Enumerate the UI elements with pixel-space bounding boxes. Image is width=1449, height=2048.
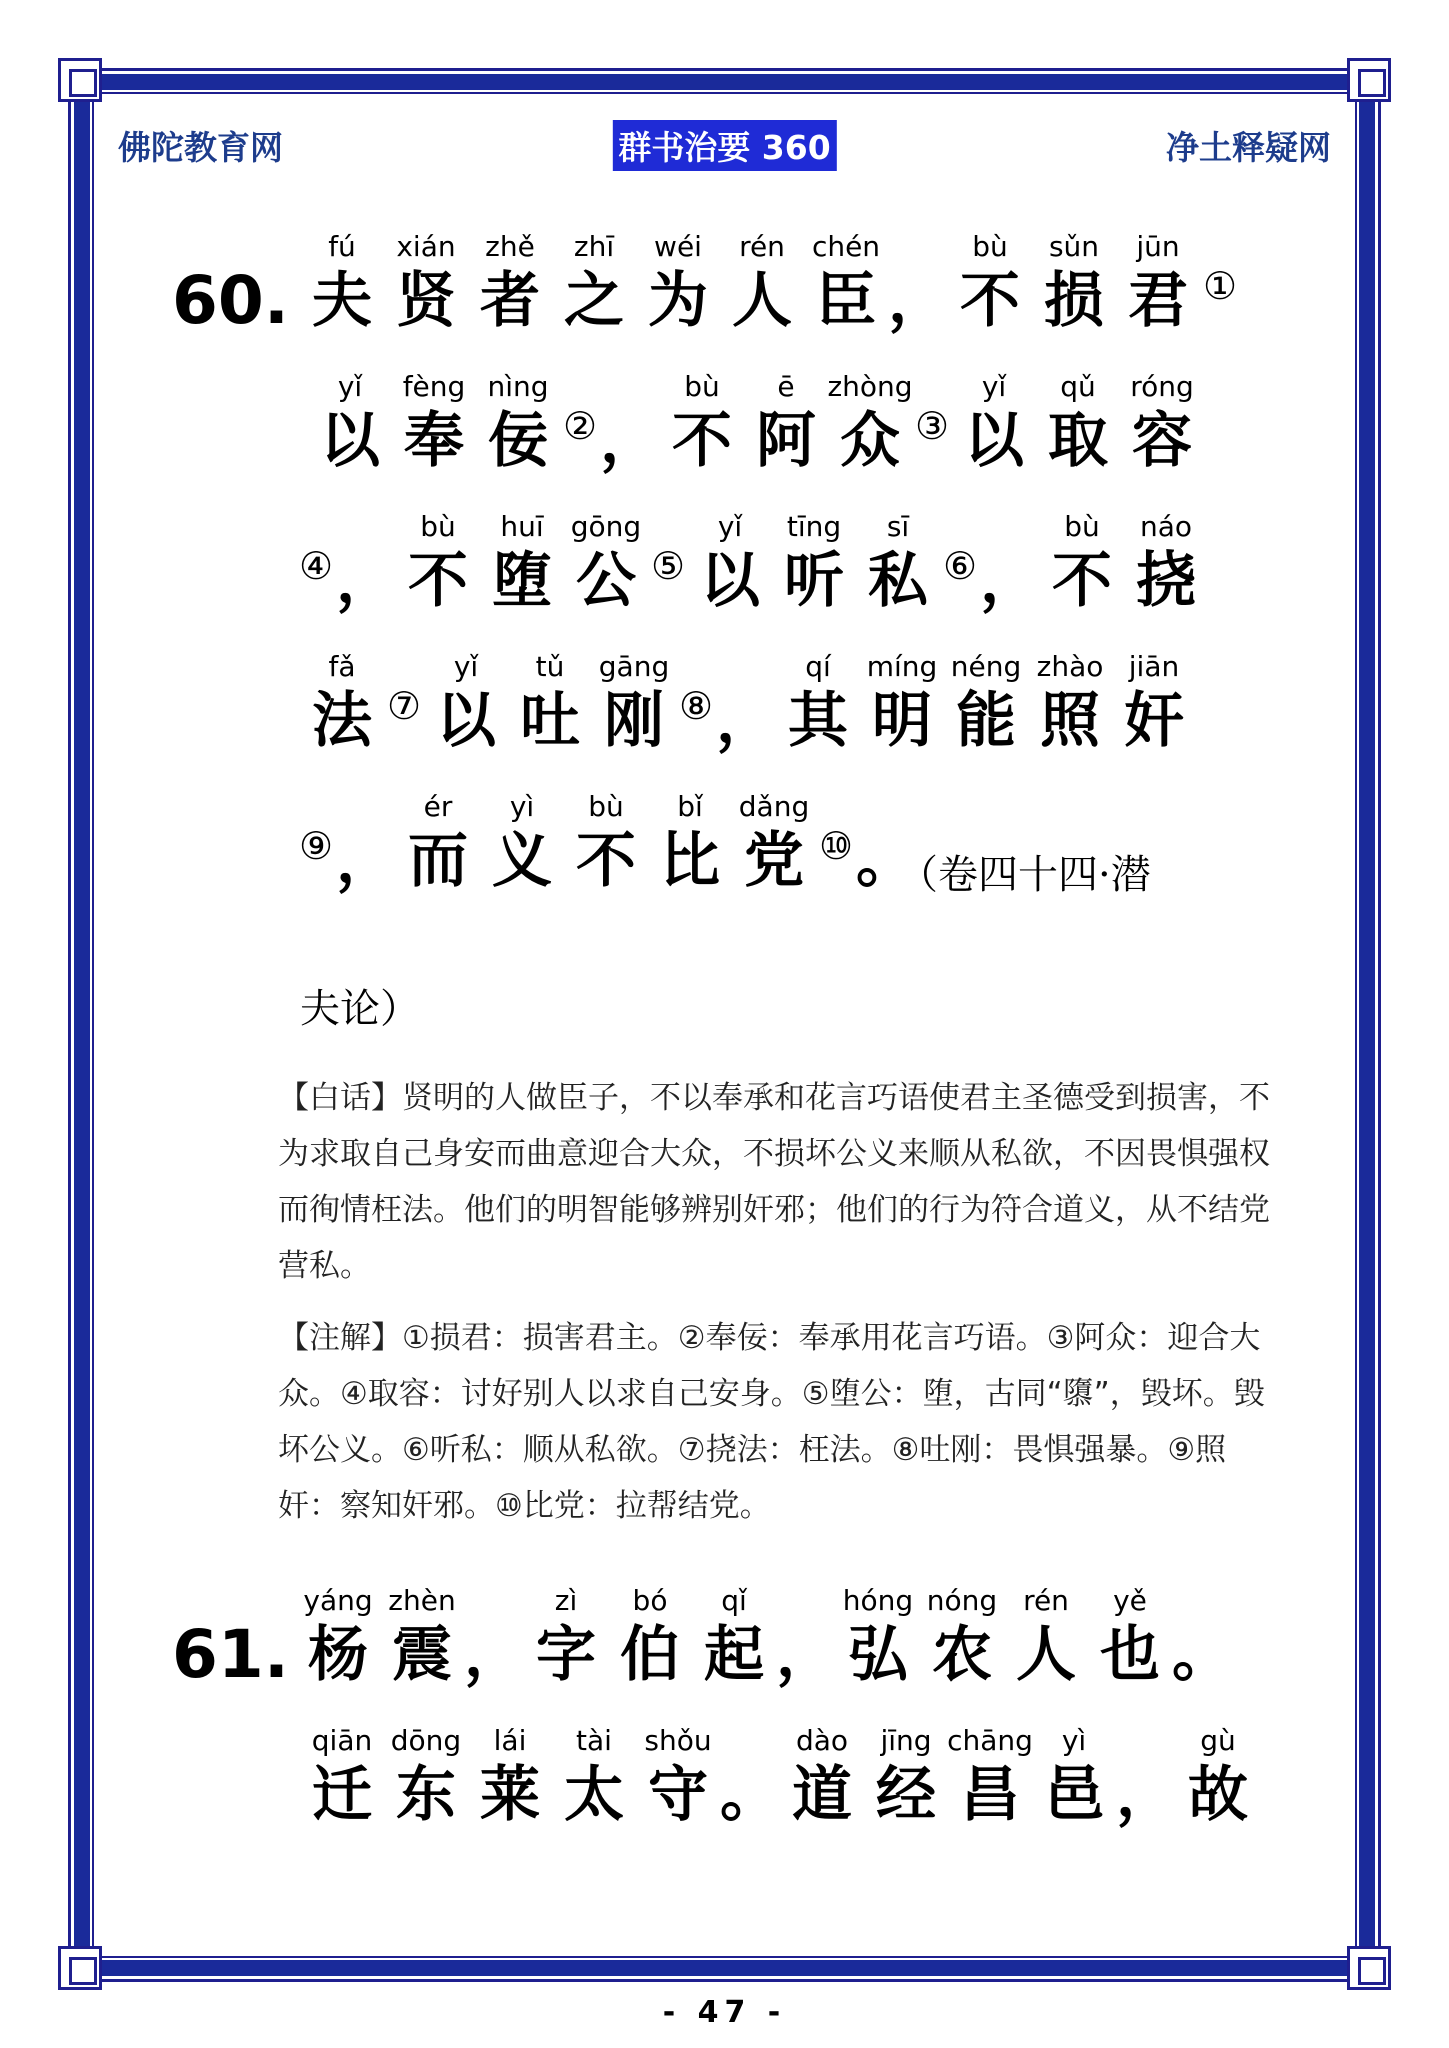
hanzi: 不	[408, 546, 468, 616]
pinyin: ē	[777, 370, 795, 403]
hanzi: 昌	[960, 1760, 1020, 1830]
pinyin: zhèn	[388, 1584, 456, 1617]
ruby-character	[1124, 508, 1208, 616]
pinyin: yǐ	[981, 370, 1007, 403]
pinyin: zhī	[573, 230, 615, 263]
ruby-character	[804, 228, 888, 336]
hanzi: 人	[732, 266, 792, 336]
ruby-character	[480, 788, 564, 896]
pinyin: zì	[554, 1584, 578, 1617]
pinyin: chén	[811, 230, 881, 263]
verse-line	[296, 508, 1208, 616]
ruby-character	[1032, 1722, 1116, 1830]
pinyin: jīng	[880, 1724, 932, 1757]
verse-line	[296, 1582, 1232, 1690]
hanzi: 君	[1128, 266, 1188, 336]
pinyin: sǔn	[1048, 230, 1100, 263]
pinyin: bù	[1064, 510, 1100, 543]
pinyin: dào	[795, 1724, 849, 1757]
ruby-character	[948, 1722, 1032, 1830]
hanzi: 太	[564, 1760, 624, 1830]
footnote-marker: ③	[914, 404, 950, 448]
hanzi: 容	[1132, 406, 1192, 476]
hanzi: 党	[744, 826, 804, 896]
ruby-character	[744, 368, 828, 476]
hanzi: 杨	[308, 1620, 368, 1690]
ruby-character	[564, 788, 648, 896]
corner-ornament	[1347, 58, 1391, 102]
ruby-character	[692, 1582, 776, 1690]
ruby-character	[648, 788, 732, 896]
hanzi: 阿	[756, 406, 816, 476]
header-book-title: 群书治要 360	[612, 120, 836, 171]
pinyin: bù	[684, 370, 720, 403]
footnote-marker: ⑤	[650, 544, 686, 588]
pinyin: nóng	[926, 1584, 998, 1617]
section-number-60: 60.	[172, 262, 289, 339]
ruby-character	[468, 228, 552, 336]
header-site-left: 佛陀教育网	[118, 128, 283, 167]
hanzi: 震	[392, 1620, 452, 1690]
pinyin: jiān	[1128, 650, 1180, 683]
hanzi: 者	[480, 266, 540, 336]
ruby-character	[856, 508, 940, 616]
footnote-marker: ①	[1202, 264, 1238, 308]
ruby-character	[508, 648, 592, 756]
pinyin: hóng	[842, 1584, 914, 1617]
pinyin: dǎng	[738, 790, 810, 823]
ruby-character	[1120, 368, 1204, 476]
pinyin: wéi	[654, 230, 702, 263]
footnote-marker: ⑦	[386, 684, 422, 728]
corner-ornament	[58, 58, 102, 102]
pinyin: shǒu	[644, 1724, 712, 1757]
pinyin: yǐ	[453, 650, 479, 683]
ruby-character	[864, 1722, 948, 1830]
punctuation: 。	[856, 826, 916, 896]
ruby-character	[828, 368, 912, 476]
corner-ornament	[1347, 1946, 1391, 1990]
ruby-character	[476, 368, 560, 476]
hanzi: 道	[792, 1760, 852, 1830]
ruby-character	[396, 788, 480, 896]
baihua-paragraph: 【白话】贤明的人做臣子，不以奉承和花言巧语使君主圣德受到损害，不为求取自己身安而曲意迎合大众，不损坏公义来顺从私欲，不因畏惧强权而徇情枉法。他们的明智能够辨别奸邪；他们的行为符合道义，从不结党营私。	[278, 1080, 1270, 1284]
footnote-marker: ⑩	[818, 824, 854, 868]
page-number: - 47 -	[662, 1995, 787, 2030]
pinyin: fǎ	[328, 650, 356, 683]
verse-line	[296, 788, 916, 896]
hanzi: 贤	[396, 266, 456, 336]
hanzi: 法	[312, 686, 372, 756]
hanzi: 以	[964, 406, 1024, 476]
hanzi: 不	[672, 406, 732, 476]
hanzi: 邑	[1044, 1760, 1104, 1830]
pinyin: gù	[1200, 1724, 1236, 1757]
pinyin: rén	[739, 230, 785, 263]
hanzi: 伯	[620, 1620, 680, 1690]
hanzi: 为	[648, 266, 708, 336]
pinyin: huī	[500, 510, 544, 543]
punctuation: ，	[336, 826, 396, 896]
zhujie-paragraph: 【注解】①损君：损害君主。②奉佞：奉承用花言巧语。③阿众：迎合大众。④取容：讨好别人以求自己安身。⑤堕公：堕，古同“隳”，毁坏。毁坏公义。⑥听私：顺从私欲。⑦挠法：枉法。⑧吐刚：畏惧强暴。⑨照奸：察知奸邪。⑩比党：拉帮结党。	[278, 1320, 1265, 1524]
hanzi: 奉	[404, 406, 464, 476]
ruby-character	[396, 508, 480, 616]
punctuation: 。	[720, 1760, 780, 1830]
pinyin: qǔ	[1060, 370, 1096, 403]
punctuation: ，	[980, 546, 1040, 616]
pinyin: yì	[1061, 1724, 1087, 1757]
hanzi: 也	[1100, 1620, 1160, 1690]
pinyin: yǐ	[717, 510, 743, 543]
hanzi: 公	[576, 546, 636, 616]
hanzi: 夫	[312, 266, 372, 336]
pinyin: yě	[1113, 1584, 1147, 1617]
pinyin: bù	[972, 230, 1008, 263]
verse-line	[300, 1722, 1260, 1830]
hanzi: 不	[960, 266, 1020, 336]
pinyin: gōng	[570, 510, 642, 543]
ruby-character	[636, 1722, 720, 1830]
pinyin: xián	[396, 230, 456, 263]
punctuation: ，	[888, 266, 948, 336]
ruby-character	[1116, 228, 1200, 336]
ruby-character	[720, 228, 804, 336]
ruby-character	[776, 648, 860, 756]
punctuation: ，	[600, 406, 660, 476]
source-citation-cont: 夫论）	[300, 986, 420, 1032]
pinyin: bǐ	[677, 790, 703, 823]
hanzi: 莱	[480, 1760, 540, 1830]
ruby-character	[524, 1582, 608, 1690]
ruby-character	[380, 1582, 464, 1690]
ruby-character	[860, 648, 944, 756]
hanzi: 经	[876, 1760, 936, 1830]
hanzi: 佞	[488, 406, 548, 476]
ruby-character	[1040, 508, 1124, 616]
pinyin: qí	[805, 650, 831, 683]
pinyin: náo	[1139, 510, 1193, 543]
hanzi: 刚	[604, 686, 664, 756]
corner-ornament	[58, 1946, 102, 1990]
hanzi: 吐	[520, 686, 580, 756]
ruby-character	[780, 1722, 864, 1830]
ruby-character	[1028, 648, 1112, 756]
hanzi: 其	[788, 686, 848, 756]
hanzi: 奸	[1124, 686, 1184, 756]
ruby-character	[1036, 368, 1120, 476]
pinyin: yǐ	[337, 370, 363, 403]
punctuation: ，	[716, 686, 776, 756]
ruby-character	[300, 1722, 384, 1830]
footnote-marker: ④	[298, 544, 334, 588]
hanzi: 人	[1016, 1620, 1076, 1690]
pinyin: yì	[509, 790, 535, 823]
hanzi: 臣	[816, 266, 876, 336]
ruby-character	[1032, 228, 1116, 336]
hanzi: 挠	[1136, 546, 1196, 616]
pinyin: yáng	[303, 1584, 373, 1617]
pinyin: nìng	[487, 370, 549, 403]
ruby-character	[468, 1722, 552, 1830]
ruby-character	[424, 648, 508, 756]
punctuation: ，	[1116, 1760, 1176, 1830]
hanzi: 私	[868, 546, 928, 616]
pinyin: qǐ	[721, 1584, 747, 1617]
hanzi: 比	[660, 826, 720, 896]
hanzi: 以	[436, 686, 496, 756]
pinyin: sī	[886, 510, 910, 543]
ruby-character	[1088, 1582, 1172, 1690]
ruby-character	[688, 508, 772, 616]
hanzi: 照	[1040, 686, 1100, 756]
ruby-character	[636, 228, 720, 336]
hanzi: 之	[564, 266, 624, 336]
hanzi: 守	[648, 1760, 708, 1830]
ruby-character	[552, 1722, 636, 1830]
ruby-character	[836, 1582, 920, 1690]
pinyin: qiān	[311, 1724, 373, 1757]
ruby-character	[308, 368, 392, 476]
hanzi: 能	[956, 686, 1016, 756]
hanzi: 义	[492, 826, 552, 896]
pinyin: tīng	[786, 510, 842, 543]
source-citation: （卷四十四·潜	[898, 852, 1151, 898]
ruby-character	[552, 228, 636, 336]
ruby-character	[384, 1722, 468, 1830]
pinyin: bù	[588, 790, 624, 823]
hanzi: 而	[408, 826, 468, 896]
pinyin: bó	[632, 1584, 668, 1617]
verse-line	[308, 368, 1204, 476]
pinyin: néng	[950, 650, 1022, 683]
hanzi: 不	[576, 826, 636, 896]
ruby-character	[592, 648, 676, 756]
hanzi: 众	[840, 406, 900, 476]
verse-line	[300, 228, 1240, 336]
hanzi: 弘	[848, 1620, 908, 1690]
punctuation: 。	[1172, 1620, 1232, 1690]
pinyin: míng	[866, 650, 938, 683]
pinyin: jūn	[1136, 230, 1180, 263]
pinyin: fú	[328, 230, 356, 263]
pinyin: lái	[493, 1724, 527, 1757]
header-site-right: 净土释疑网	[1166, 128, 1331, 167]
ruby-character	[384, 228, 468, 336]
hanzi: 字	[536, 1620, 596, 1690]
ruby-character	[920, 1582, 1004, 1690]
ruby-character	[296, 1582, 380, 1690]
ruby-character	[944, 648, 1028, 756]
pinyin: gāng	[598, 650, 670, 683]
ruby-character	[952, 368, 1036, 476]
hanzi: 不	[1052, 546, 1112, 616]
ruby-character	[392, 368, 476, 476]
pinyin: ér	[423, 790, 453, 823]
hanzi: 明	[872, 686, 932, 756]
punctuation: ，	[776, 1620, 836, 1690]
ruby-character	[300, 648, 384, 756]
ruby-character	[300, 228, 384, 336]
pinyin: róng	[1130, 370, 1194, 403]
hanzi: 堕	[492, 546, 552, 616]
hanzi: 迁	[312, 1760, 372, 1830]
ruby-character	[608, 1582, 692, 1690]
ruby-character	[732, 788, 816, 896]
pinyin: zhòng	[827, 370, 913, 403]
ruby-character	[564, 508, 648, 616]
section-number-61: 61.	[172, 1616, 289, 1693]
hanzi: 以	[320, 406, 380, 476]
ruby-character	[480, 508, 564, 616]
hanzi: 东	[396, 1760, 456, 1830]
ruby-character	[1176, 1722, 1260, 1830]
ruby-character	[772, 508, 856, 616]
footnote-marker: ⑧	[678, 684, 714, 728]
hanzi: 听	[784, 546, 844, 616]
footnote-marker: ⑨	[298, 824, 334, 868]
ruby-character	[660, 368, 744, 476]
pinyin: fèng	[402, 370, 466, 403]
pinyin: zhě	[485, 230, 535, 263]
hanzi: 起	[704, 1620, 764, 1690]
hanzi: 取	[1048, 406, 1108, 476]
ruby-character	[948, 228, 1032, 336]
hanzi: 损	[1044, 266, 1104, 336]
punctuation: ，	[464, 1620, 524, 1690]
pinyin: bù	[420, 510, 456, 543]
pinyin: tǔ	[535, 650, 565, 683]
footnote-marker: ⑥	[942, 544, 978, 588]
hanzi: 以	[700, 546, 760, 616]
pinyin: chāng	[947, 1724, 1033, 1757]
pinyin: tài	[576, 1724, 612, 1757]
hanzi: 农	[932, 1620, 992, 1690]
verse-line	[300, 648, 1196, 756]
punctuation: ，	[336, 546, 396, 616]
footnote-marker: ②	[562, 404, 598, 448]
ruby-character	[1112, 648, 1196, 756]
hanzi: 故	[1188, 1760, 1248, 1830]
pinyin: rén	[1023, 1584, 1069, 1617]
ruby-character	[1004, 1582, 1088, 1690]
pinyin: zhào	[1036, 650, 1104, 683]
pinyin: dōng	[390, 1724, 462, 1757]
